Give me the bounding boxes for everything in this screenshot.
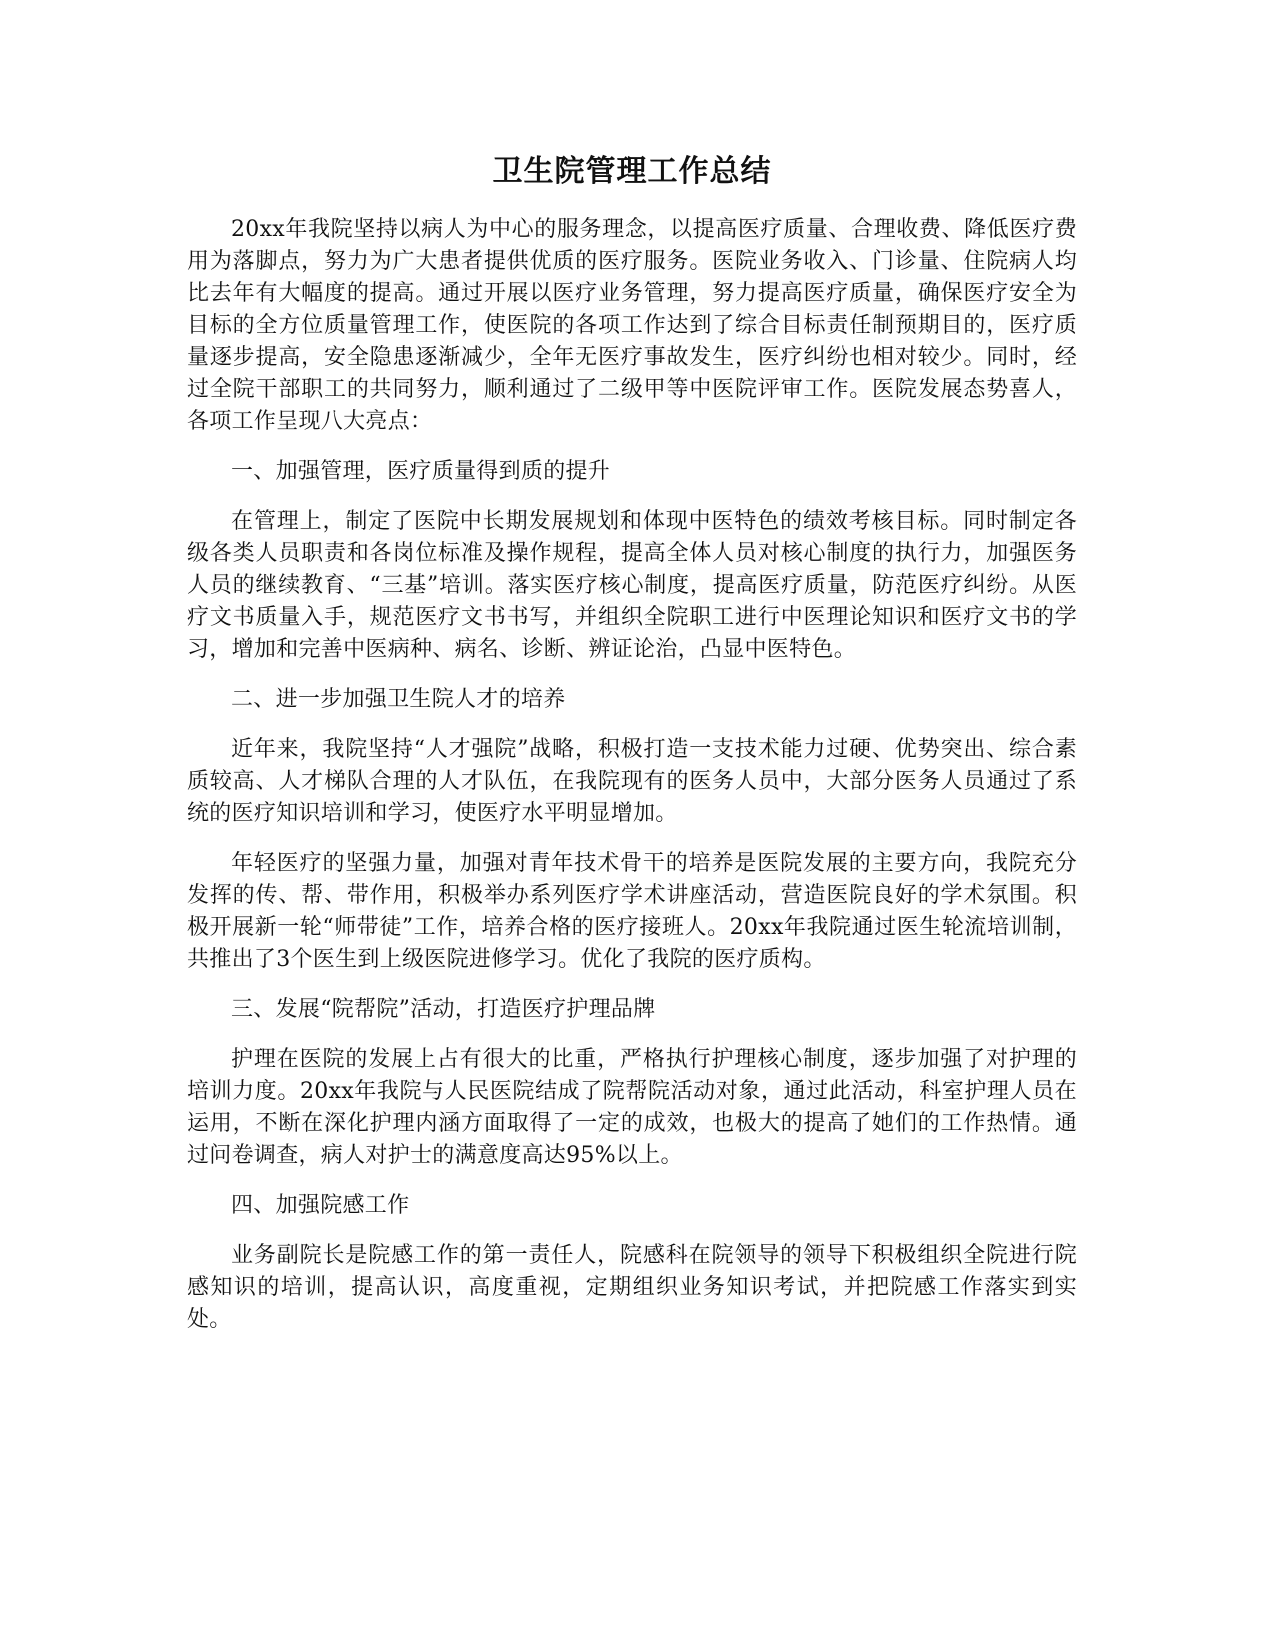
section-heading-3: 三、发展“院帮院”活动，打造医疗护理品牌 (231, 997, 656, 1022)
section-heading-4: 四、加强院感工作 (231, 1193, 410, 1218)
section-heading-1: 一、加强管理，医疗质量得到质的提升 (231, 459, 611, 484)
section-2-paragraph-1: 近年来，我院坚持“人才强院”战略，积极打造一支技术能力过硬、优势突出、综合素质较高、人才梯队合理的人才队伍，在我院现有的医务人员中，大部分医务人员通过了系统的医疗知识培训和学习，使医疗水平明显增加。 (187, 737, 1077, 826)
document-content (187, 150, 1077, 1354)
intro-paragraph: 20xx年我院坚持以病人为中心的服务理念，以提高医疗质量、合理收费、降低医疗费用为落脚点，努力为广大患者提供优质的医疗服务。医院业务收入、门诊量、住院病人均比去年有大幅度的提高。通过开展以医疗业务管理，努力提高医疗质量，确保医疗安全为目标的全方位质量管理工作，使医院的各项工作达到了综合目标责任制预期目的，医疗质量逐步提高，安全隐患逐渐减少，全年无医疗事故发生，医疗纠纷也相对较少。同时，经过全院干部职工的共同努力，顺利通过了二级甲等中医院评审工作。医院发展态势喜人，各项工作呈现八大亮点： (187, 217, 1077, 434)
section-3-paragraph: 护理在医院的发展上占有很大的比重，严格执行护理核心制度，逐步加强了对护理的培训力度。20xx年我院与人民医院结成了院帮院活动对象，通过此活动，科室护理人员在运用，不断在深化护理内涵方面取得了一定的成效，也极大的提高了她们的工作热情。通过问卷调查，病人对护士的满意度高达95%以上。 (187, 1047, 1077, 1168)
document-title: 卫生院管理工作总结 (492, 154, 772, 189)
section-1-paragraph: 在管理上，制定了医院中长期发展规划和体现中医特色的绩效考核目标。同时制定各级各类人员职责和各岗位标准及操作规程，提高全体人员对核心制度的执行力，加强医务人员的继续教育、“三基”培训。落实医疗核心制度，提高医疗质量，防范医疗纠纷。从医疗文书质量入手，规范医疗文书书写，并组织全院职工进行中医理论知识和医疗文书的学习，增加和完善中医病种、病名、诊断、辨证论治，凸显中医特色。 (187, 509, 1077, 662)
section-4-paragraph: 业务副院长是院感工作的第一责任人，院感科在院领导的领导下积极组织全院进行院感知识的培训，提高认识，高度重视，定期组织业务知识考试，并把院感工作落实到实处。 (187, 1243, 1077, 1332)
section-heading-2: 二、进一步加强卫生院人才的培养 (231, 687, 566, 712)
section-2-paragraph-2: 年轻医疗的坚强力量，加强对青年技术骨干的培养是医院发展的主要方向，我院充分发挥的传、帮、带作用，积极举办系列医疗学术讲座活动，营造医院良好的学术氛围。积极开展新一轮“师带徒”工作，培养合格的医疗接班人。20xx年我院通过医生轮流培训制，共推出了3个医生到上级医院进修学习。优化了我院的医疗质构。 (187, 851, 1077, 972)
